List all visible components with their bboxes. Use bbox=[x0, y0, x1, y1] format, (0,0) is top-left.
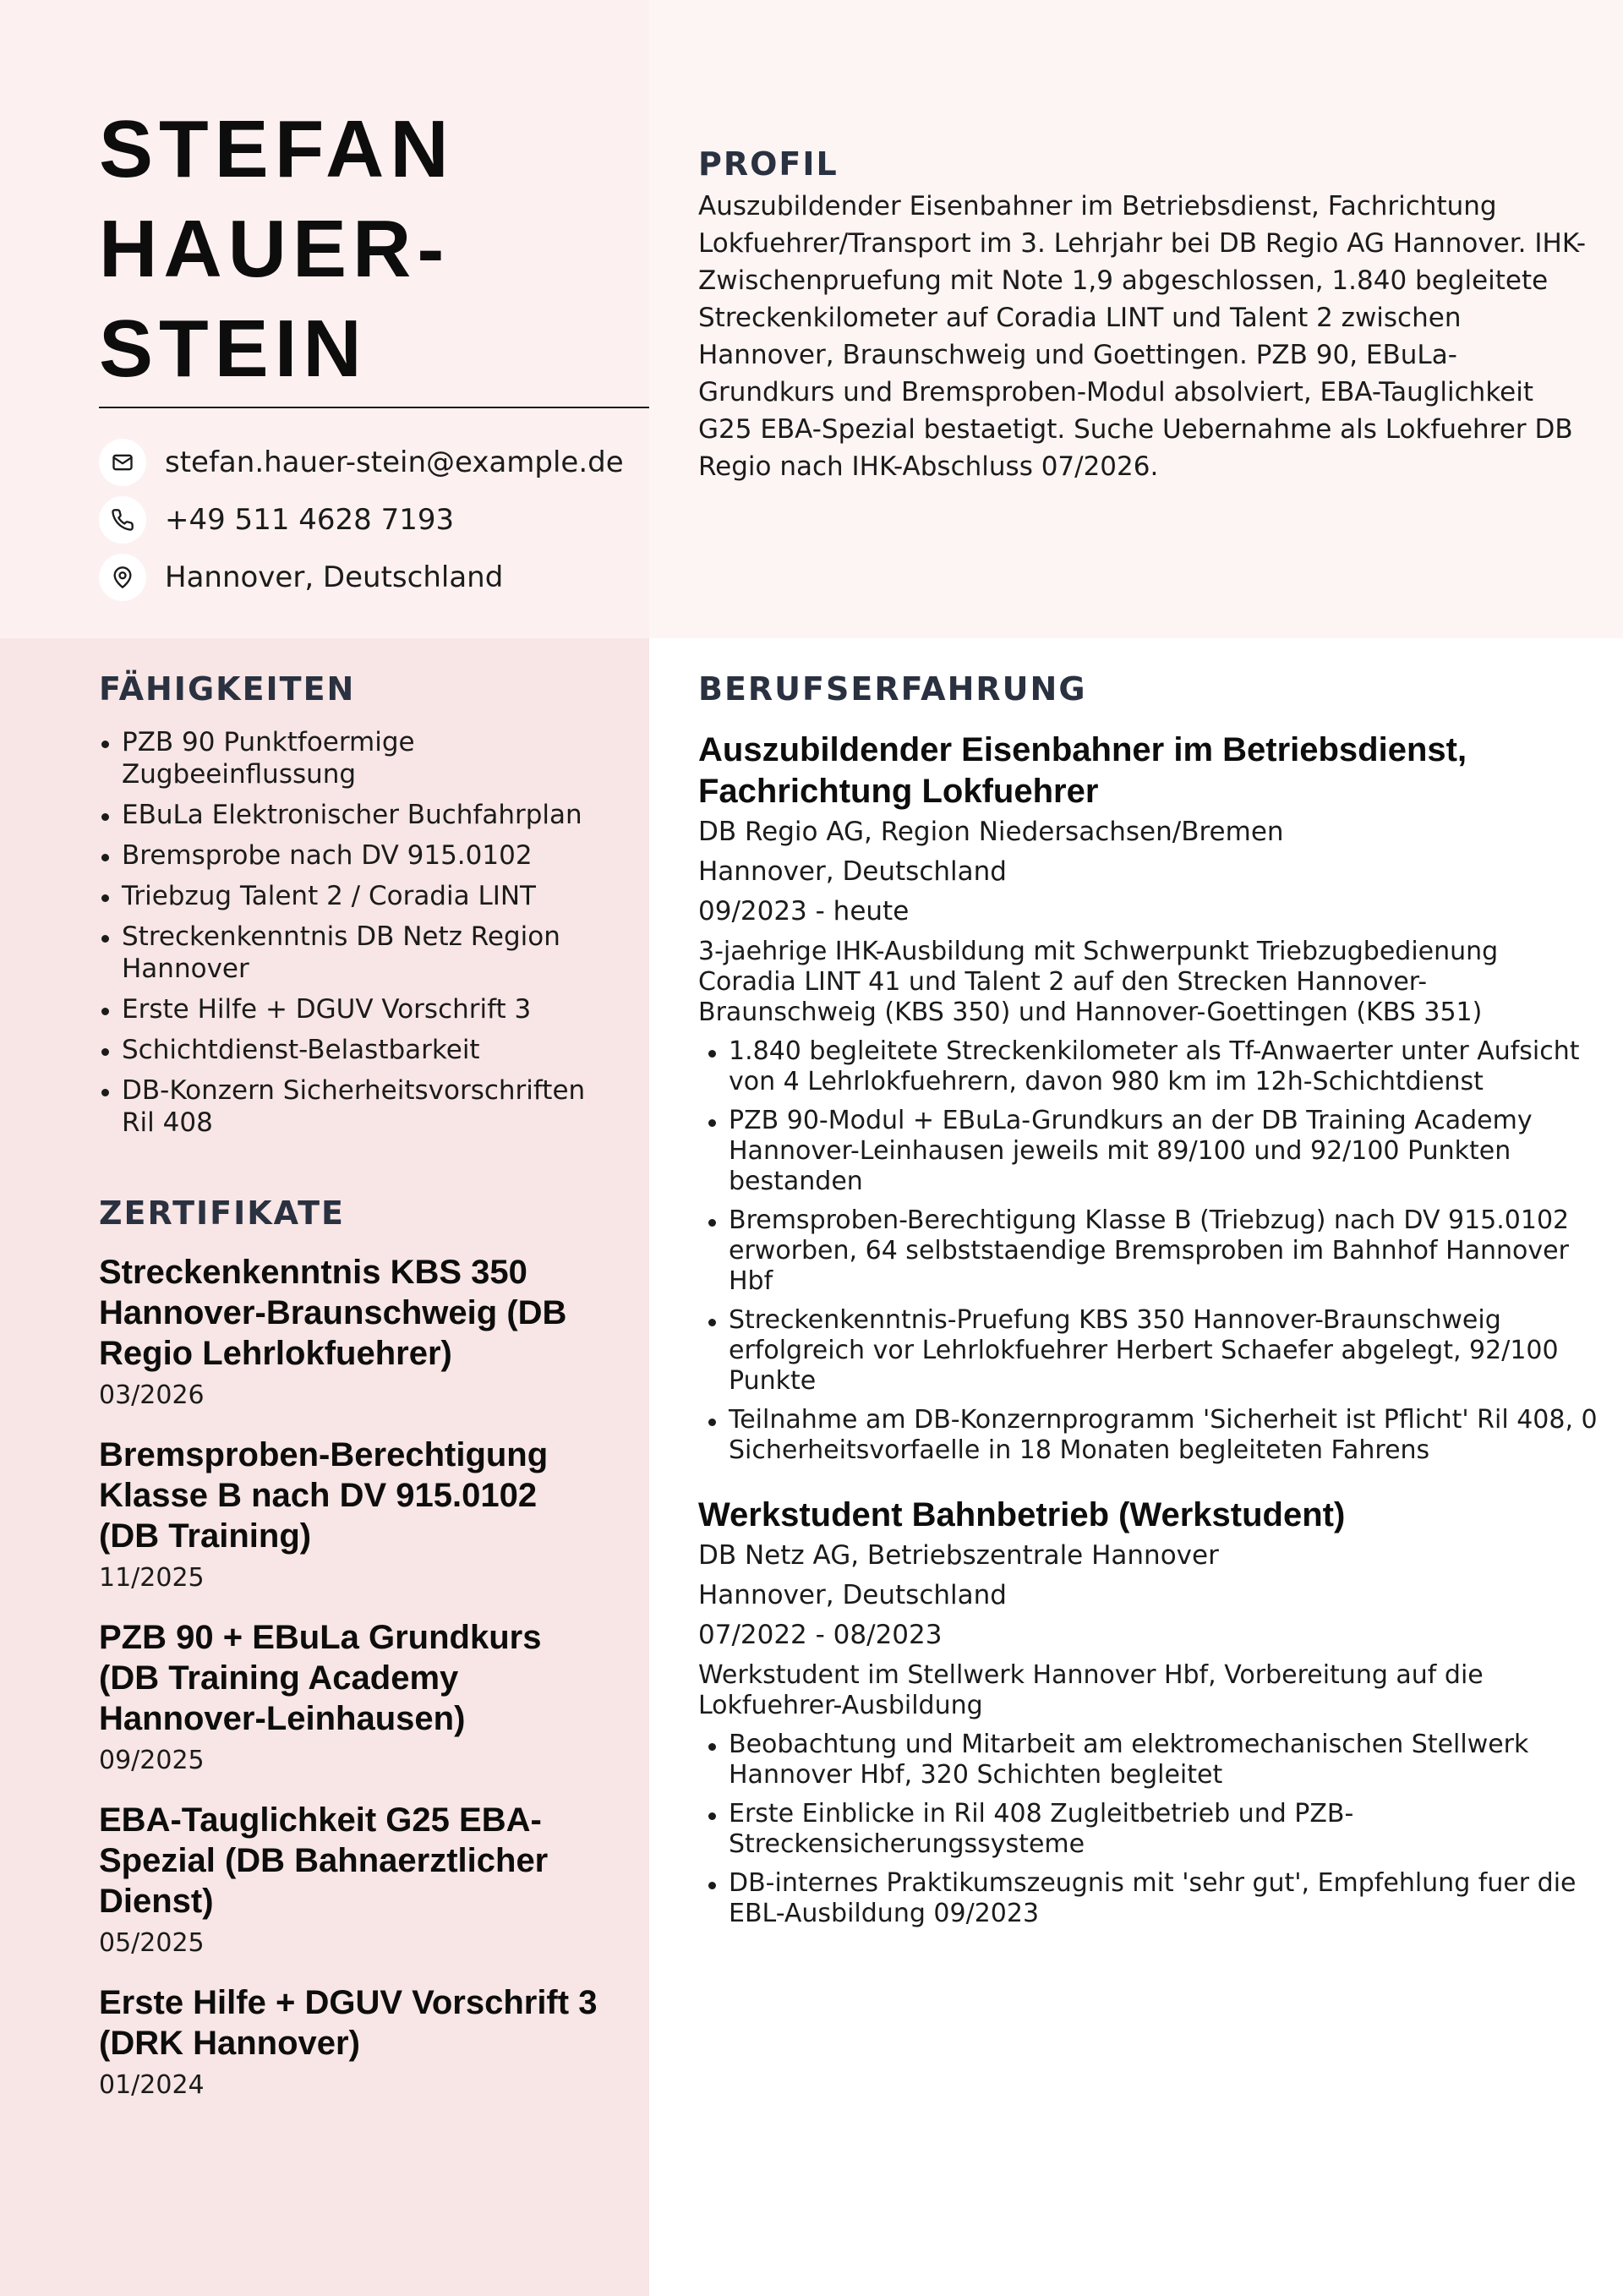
experience-section bbox=[698, 670, 1603, 1938]
job-company: DB Netz AG, Betriebszentrale Hannover bbox=[698, 1540, 1219, 1571]
experience-heading: BERUFSERFAHRUNG bbox=[698, 670, 1087, 708]
contact-email-text: stefan.hauer-stein@example.de bbox=[165, 446, 624, 479]
job-achievements bbox=[698, 1730, 1603, 1929]
phone-icon bbox=[99, 496, 146, 544]
candidate-name bbox=[99, 100, 640, 399]
name-line: HAUER- bbox=[99, 204, 451, 294]
skills-heading: FÄHIGKEITEN bbox=[99, 670, 356, 708]
skill-item: Streckenkenntnis DB Netz Region Hannover bbox=[99, 921, 623, 985]
skill-item: Bremsprobe nach DV 915.0102 bbox=[99, 839, 623, 872]
job-company: DB Regio AG, Region Niedersachsen/Bremen bbox=[698, 817, 1284, 847]
skill-item: Erste Hilfe + DGUV Vorschrift 3 bbox=[99, 993, 623, 1025]
job-achievements bbox=[698, 1036, 1603, 1466]
name-line: STEIN bbox=[99, 303, 368, 394]
profile-section bbox=[698, 145, 1594, 485]
job-bullet: Beobachtung und Mitarbeit am elektromechanischen Stellwerk Hannover Hbf, 320 Schichten begleitet bbox=[698, 1730, 1603, 1790]
certificate-date: 11/2025 bbox=[99, 1563, 205, 1593]
job-description: Werkstudent im Stellwerk Hannover Hbf, Vorbereitung auf die Lokfuehrer-Ausbildung bbox=[698, 1660, 1484, 1720]
job-bullet: Bremsproben-Berechtigung Klasse B (Triebzug) nach DV 915.0102 erworben, 64 selbststaendige Bremsproben im Bahnhof Hannover Hbf bbox=[698, 1205, 1603, 1297]
skills-section bbox=[99, 670, 623, 1147]
certificate-date: 03/2026 bbox=[99, 1380, 205, 1410]
certificate-title: Streckenkenntnis KBS 350 Hannover-Braunschweig (DB Regio Lehrlokfuehrer) bbox=[99, 1254, 567, 1372]
contact-phone[interactable] bbox=[99, 497, 624, 543]
name-line: STEFAN bbox=[99, 104, 455, 194]
mail-icon bbox=[99, 439, 146, 486]
job-period: 07/2022 - 08/2023 bbox=[698, 1620, 943, 1650]
skill-item: EBuLa Elektronischer Buchfahrplan bbox=[99, 799, 623, 831]
job-bullet: PZB 90-Modul + EBuLa-Grundkurs an der DB Training Academy Hannover-Leinhausen jeweils mit 89/100 und 92/100 Punkten bestanden bbox=[698, 1106, 1603, 1197]
certificate-title: Erste Hilfe + DGUV Vorschrift 3 (DRK Hannover) bbox=[99, 1984, 598, 2062]
certificates-heading: ZERTIFIKATE bbox=[99, 1194, 346, 1232]
job-entry bbox=[698, 730, 1603, 1466]
job-bullet: Teilnahme am DB-Konzernprogramm 'Sicherheit ist Pflicht' Ril 408, 0 Sicherheitsvorfaelle in 18 Monaten begleiteten Fahrens bbox=[698, 1405, 1603, 1466]
certificate-date: 09/2025 bbox=[99, 1746, 205, 1775]
job-bullet: 1.840 begleitete Streckenkilometer als Tf-Anwaerter unter Aufsicht von 4 Lehrlokfuehrern, davon 980 km im 12h-Schichtdienst bbox=[698, 1036, 1603, 1097]
job-bullet: DB-internes Praktikumszeugnis mit 'sehr gut', Empfehlung fuer die EBL-Ausbildung 09/2023 bbox=[698, 1868, 1603, 1929]
certificate-date: 01/2024 bbox=[99, 2070, 205, 2100]
skills-list bbox=[99, 726, 623, 1139]
job-location: Hannover, Deutschland bbox=[698, 1580, 1007, 1610]
profile-heading: PROFIL bbox=[698, 145, 839, 183]
contact-email[interactable] bbox=[99, 440, 624, 485]
certificate-item bbox=[99, 1800, 606, 1962]
certificates-section bbox=[99, 1194, 606, 2104]
job-description: 3-jaehrige IHK-Ausbildung mit Schwerpunkt Triebzugbedienung Coradia LINT 41 und Talent 2 auf den Strecken Hannover-Braunschweig (KBS 350) und Hannover-Goettingen (KBS 351) bbox=[698, 937, 1499, 1027]
certificate-item bbox=[99, 1435, 606, 1597]
contact-location bbox=[99, 555, 624, 600]
certificate-item bbox=[99, 1617, 606, 1779]
contact-location-text: Hannover, Deutschland bbox=[165, 560, 504, 594]
skill-item: Triebzug Talent 2 / Coradia LINT bbox=[99, 880, 623, 912]
job-entry bbox=[698, 1495, 1603, 1929]
job-period: 09/2023 - heute bbox=[698, 896, 910, 927]
job-location: Hannover, Deutschland bbox=[698, 856, 1007, 887]
contact-phone-text: +49 511 4628 7193 bbox=[165, 503, 455, 537]
certificate-item bbox=[99, 1982, 606, 2104]
profile-text: Auszubildender Eisenbahner im Betriebsdienst, Fachrichtung Lokfuehrer/Transport im 3. Lehrjahr bei DB Regio AG Hannover. IHK-Zwischenpruefung mit Note 1,9 abgeschlossen, 1.840 begleitete Streckenkilometer auf Coradia LINT und Talent 2 zwischen Hannover, Braunschweig und Goettingen. PZB 90, EBuLa-Grundkurs und Bremsproben-Modul absolviert, EBA-Tauglichkeit G25 EBA-Spezial bestaetigt. Suche Uebernahme als Lokfuehrer DB Regio nach IHK-Abschluss 07/2026. bbox=[698, 191, 1587, 482]
job-bullet: Streckenkenntnis-Pruefung KBS 350 Hannover-Braunschweig erfolgreich vor Lehrlokfuehrer Herbert Schaefer abgelegt, 92/100 Punkte bbox=[698, 1305, 1603, 1397]
certificate-title: Bremsproben-Berechtigung Klasse B nach DV 915.0102 (DB Training) bbox=[99, 1436, 549, 1555]
job-bullet: Erste Einblicke in Ril 408 Zugleitbetrieb und PZB-Streckensicherungssysteme bbox=[698, 1799, 1603, 1860]
skill-item: PZB 90 Punktfoermige Zugbeeinflussung bbox=[99, 726, 623, 790]
job-title: Auszubildender Eisenbahner im Betriebsdienst, Fachrichtung Lokfuehrer bbox=[698, 731, 1467, 810]
contact-list bbox=[99, 440, 624, 612]
skill-item: Schichtdienst-Belastbarkeit bbox=[99, 1034, 623, 1066]
job-title: Werkstudent Bahnbetrieb (Werkstudent) bbox=[698, 1496, 1346, 1533]
certificate-title: PZB 90 + EBuLa Grundkurs (DB Training Academy Hannover-Leinhausen) bbox=[99, 1619, 542, 1737]
name-divider bbox=[99, 407, 649, 408]
certificate-title: EBA-Tauglichkeit G25 EBA-Spezial (DB Bahnaerztlicher Dienst) bbox=[99, 1801, 549, 1920]
skill-item: DB-Konzern Sicherheitsvorschriften Ril 408 bbox=[99, 1074, 623, 1139]
map-pin-icon bbox=[99, 554, 146, 601]
certificate-date: 05/2025 bbox=[99, 1928, 205, 1958]
certificate-item bbox=[99, 1252, 606, 1414]
